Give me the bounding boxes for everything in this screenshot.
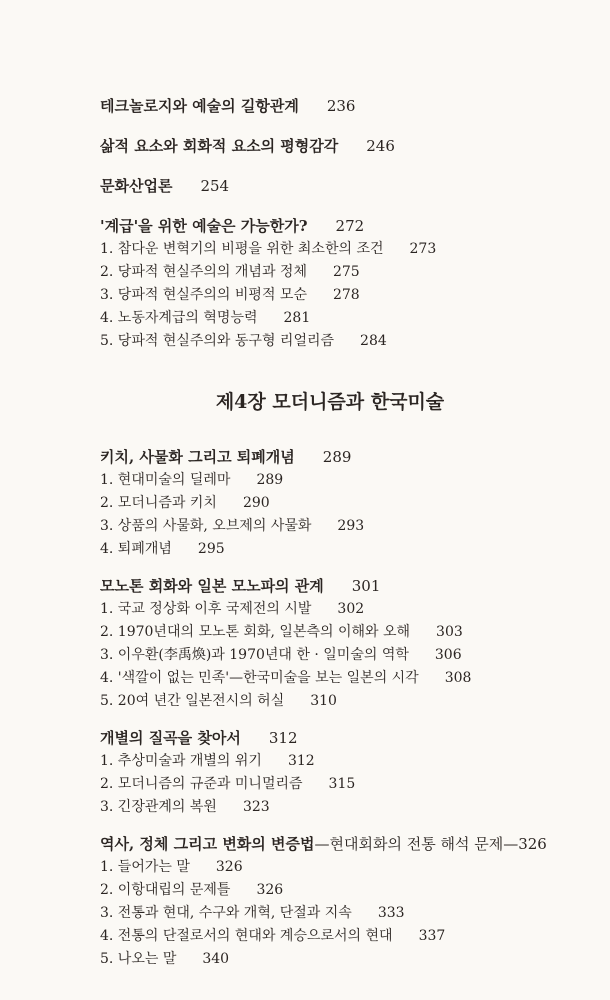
entry-subtitle: 현대회화의 전통 해석 문제 [329,835,504,853]
entry-title: 모노톤 회화와 일본 모노파의 관계 [100,577,324,595]
entry-page: 312 [268,729,298,747]
list-item: 5. 나오는 말 340 [100,951,230,967]
list-item: 1. 참다운 변혁기의 비평을 위한 최소한의 조건 273 [100,241,437,257]
entry-title: 역사, 정체 그리고 변화의 변증법 [100,835,315,853]
list-item: 3. 전통과 현대, 수구와 개혁, 단절과 지속 333 [100,905,405,921]
list-item: 2. 이항대립의 문제틀 326 [100,882,284,898]
entry-title: 삶적 요소와 회화적 요소의 평형감각 [100,137,339,155]
entry-title: 키치, 사물화 그리고 퇴폐개념 [100,448,295,466]
toc-entry-individual [100,726,580,750]
list-item: 2. 모더니즘의 규준과 미니멀리즘 315 [100,776,356,792]
entry-page: 289 [322,448,352,466]
list-item: 5. 당파적 현실주의와 동구형 리얼리즘 284 [100,333,387,349]
entry-page: 254 [200,177,230,195]
entry-page: 326 [518,835,547,853]
list-item: 3. 긴장관계의 복원 323 [100,799,270,815]
entry-page: 246 [366,137,395,155]
entry-title: '계급'을 위한 예술은 가능한가? [100,217,308,235]
list-item: 3. 이우환(李禹煥)과 1970년대 한 · 일미술의 역학 306 [100,647,462,663]
entry-title: 테크놀로지와 예술의 길항관계 [100,97,299,115]
toc-entry-life-painting [100,134,580,158]
list-item: 4. 전통의 단절로서의 현대와 계승으로서의 현대 337 [100,928,446,944]
list-item: 1. 국교 정상화 이후 국제전의 시발 302 [100,601,365,617]
chapter-title: 제4장 모더니즘과 한국미술 [215,391,445,413]
toc-entry-technology-art [100,94,580,118]
entry-title: 문화산업론 [100,177,173,195]
list-item: 2. 모더니즘과 키치 290 [100,495,270,511]
toc-entry-class-art [100,214,580,238]
toc-entry-dialectic: 역사, 정체 그리고 변화의 변증법—현대회화의 전통 해석 문제—326 [100,835,547,853]
list-item: 1. 추상미술과 개별의 위기 312 [100,753,315,769]
list-item: 3. 당파적 현실주의의 비평적 모순 278 [100,287,360,303]
list-item: 1. 들어가는 말 326 [100,859,243,875]
table-of-contents [100,94,580,971]
entry-page: 272 [335,217,365,235]
entry-page: 236 [326,97,356,115]
toc-entry-culture-industry [100,174,580,198]
list-item: 4. '색깔이 없는 민족'—한국미술을 보는 일본의 시각 308 [100,670,472,686]
list-item: 4. 노동자계급의 혁명능력 281 [100,310,311,326]
toc-entry-kitsch [100,445,580,469]
list-item: 2. 당파적 현실주의의 개념과 정체 275 [100,264,360,280]
list-item: 4. 퇴폐개념 295 [100,541,225,557]
list-item: 5. 20여 년간 일본전시의 허실 310 [100,693,337,709]
list-item: 1. 현대미술의 딜레마 289 [100,472,284,488]
toc-entry-monotone [100,574,580,598]
list-item: 2. 1970년대의 모노톤 회화, 일본측의 이해와 오해 303 [100,624,463,640]
entry-page: 301 [351,577,381,595]
list-item: 3. 상품의 사물화, 오브제의 사물화 293 [100,518,365,534]
entry-title: 개별의 질곡을 찾아서 [100,729,241,747]
